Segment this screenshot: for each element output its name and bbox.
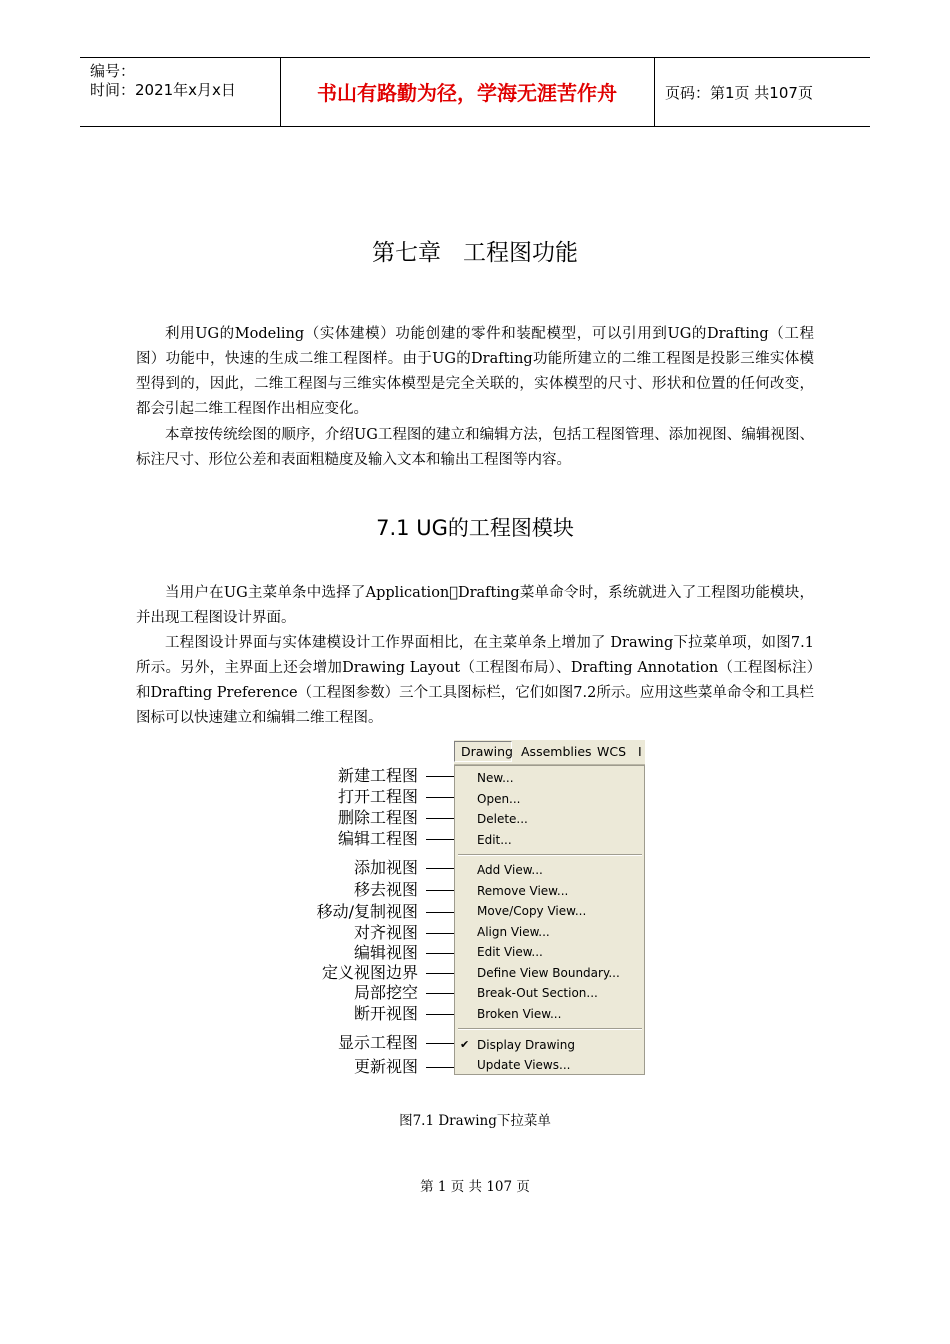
header-left-cell <box>80 58 281 126</box>
label-new-drawing: 新建工程图 <box>337 766 418 785</box>
leader-line <box>426 993 454 994</box>
page-footer: 第 1 页 共 107 页 <box>420 1179 530 1195</box>
check-icon: ✔ <box>460 1038 470 1051</box>
figure-drawing-menu <box>300 740 650 1080</box>
menu-item-update-views[interactable]: Update Views... <box>477 1058 571 1072</box>
leader-line <box>426 890 454 891</box>
header-middle-cell <box>280 58 655 126</box>
menubar-next[interactable]: I <box>638 744 642 759</box>
label-open-drawing: 打开工程图 <box>337 787 418 806</box>
leader-line <box>426 1043 454 1044</box>
header-right-cell <box>655 58 870 126</box>
label-update-views: 更新视图 <box>353 1057 418 1076</box>
menu-item-break-out-section[interactable]: Break-Out Section... <box>477 986 598 1000</box>
menu-item-edit[interactable]: Edit... <box>477 833 512 847</box>
chapter-title: 第七章 工程图功能 <box>372 240 578 266</box>
leader-line <box>426 933 454 934</box>
time-label: 时间：2021年x月x日 <box>90 81 236 99</box>
menu-item-define-view-boundary[interactable]: Define View Boundary... <box>477 966 620 980</box>
label-break-out-section: 局部挖空 <box>353 983 418 1002</box>
section-title: 7.1 UG的工程图模块 <box>376 516 574 540</box>
menubar <box>454 740 645 765</box>
menu-item-open[interactable]: Open... <box>477 792 521 806</box>
leader-line <box>426 912 454 913</box>
menu-item-move-copy-view[interactable]: Move/Copy View... <box>477 904 587 918</box>
intro-paragraph-1: 利用UG的Modeling（实体建模）功能创建的零件和装配模型，可以引用到UG的Drafting（工程图）功能中，快速的生成二维工程图样。由于UG的Drafting功能所建立的二维工程图是投影三维实体模型得到的，因此，二维工程图与三维实体模型是完全关联的，实体模型的尺寸、形状和位置的任何改变，都会引起二维工程图作出相应变化。 <box>136 326 814 417</box>
label-display-drawing: 显示工程图 <box>337 1033 418 1052</box>
figure-caption: 图7.1 Drawing下拉菜单 <box>399 1113 551 1129</box>
menu-separator <box>458 854 642 856</box>
label-delete-drawing: 删除工程图 <box>337 808 418 827</box>
label-edit-drawing: 编辑工程图 <box>337 829 418 848</box>
leader-line <box>426 973 454 974</box>
leader-line <box>426 1067 454 1068</box>
page-header <box>80 57 870 127</box>
leader-line <box>426 839 454 840</box>
leader-line <box>426 776 454 777</box>
leader-line <box>426 868 454 869</box>
label-add-view: 添加视图 <box>353 858 418 877</box>
menu-item-broken-view[interactable]: Broken View... <box>477 1007 562 1021</box>
label-align-view: 对齐视图 <box>353 923 418 942</box>
leader-line <box>426 797 454 798</box>
leader-line <box>426 1014 454 1015</box>
section-paragraph-2: 工程图设计界面与实体建模设计工作界面相比，在主菜单条上增加了 Drawing下拉菜单项，如图7.1所示。另外，主界面上还会增加Drawing Layout（工程图布局）、Drafting Annotation（工程图标注）和Drafting Preference（工程图参数）三个工具图标栏，它们如图7.2所示。应用这些菜单命令和工具栏图标可以快速建立和编辑二维工程图。 <box>136 635 814 726</box>
menu-item-remove-view[interactable]: Remove View... <box>477 884 569 898</box>
section-paragraph-1: 当用户在UG主菜单条中选择了Application Drafting菜单命令时，系统就进入了工程图功能模块，并出现工程图设计界面。 <box>136 585 814 626</box>
motto: 书山有路勤为径，学海无涯苦作舟 <box>317 81 617 105</box>
number-label: 编号： <box>90 62 136 80</box>
leader-line <box>426 818 454 819</box>
label-define-view-boundary: 定义视图边界 <box>321 963 418 982</box>
intro-paragraph-2: 本章按传统绘图的顺序，介绍UG工程图的建立和编辑方法，包括工程图管理、添加视图、编辑视图、标注尺寸、形位公差和表面粗糙度及输入文本和输出工程图等内容。 <box>136 427 814 468</box>
label-move-copy-view: 移动/复制视图 <box>316 902 418 921</box>
drawing-dropdown-menu <box>454 765 645 1075</box>
label-edit-view: 编辑视图 <box>353 943 418 962</box>
menubar-wcs[interactable]: WCS <box>597 744 627 759</box>
menu-item-delete[interactable]: Delete... <box>477 812 528 826</box>
menu-item-edit-view[interactable]: Edit View... <box>477 945 543 959</box>
menu-item-display-drawing[interactable]: Display Drawing <box>477 1038 575 1052</box>
menu-item-new[interactable]: New... <box>477 771 514 785</box>
menubar-assemblies[interactable]: Assemblies <box>521 744 592 759</box>
menu-item-add-view[interactable]: Add View... <box>477 863 543 877</box>
page-info: 页码：第1页 共107页 <box>665 84 813 102</box>
leader-line <box>426 953 454 954</box>
menu-separator <box>458 1028 642 1030</box>
label-broken-view: 断开视图 <box>353 1004 418 1023</box>
menubar-drawing[interactable]: Drawing <box>461 744 513 759</box>
menu-item-align-view[interactable]: Align View... <box>477 925 550 939</box>
label-remove-view: 移去视图 <box>353 880 418 899</box>
